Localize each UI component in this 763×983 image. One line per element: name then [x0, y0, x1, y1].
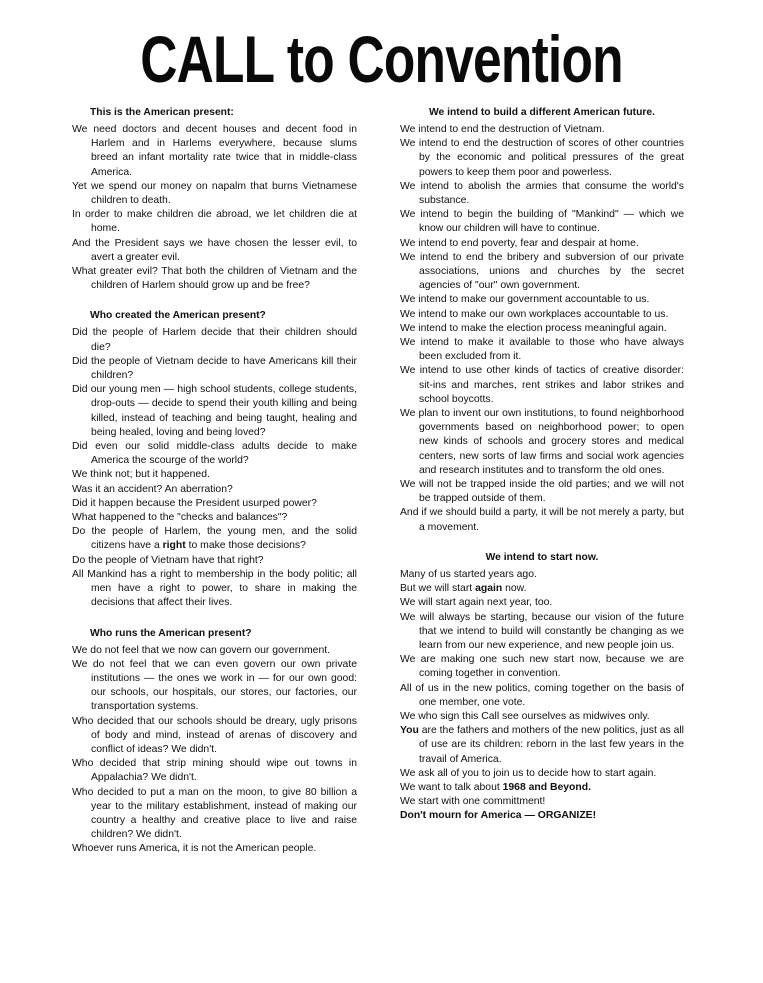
paragraph: All of us in the new politics, coming together on the basis of one member, one vote. — [400, 682, 684, 708]
paragraph: Did the people of Vietnam decide to have Americans kill their children? — [72, 355, 357, 382]
text-run: now. — [502, 583, 527, 595]
text-run: Do the people of Harlem, the young men, and the solid citizens have a — [72, 526, 357, 552]
paragraph: We intend to end poverty, fear and despair at home. — [400, 237, 639, 249]
bold-text: again — [475, 583, 503, 595]
section-gap — [72, 611, 357, 627]
paragraph: Did the people of Harlem decide that their children should die? — [72, 327, 357, 353]
paragraph: We intend to end the destruction of scores of other countries by the economic and political pressures of the great powers to keep them poor and powerless. — [400, 138, 684, 178]
bold-text: right — [162, 540, 186, 552]
paragraph-you — [400, 724, 684, 767]
paragraph: We intend to make it available to those who have always been excluded from it. — [400, 337, 684, 363]
heading-who-runs: Who runs the American present? — [90, 627, 252, 639]
heading-who-created: Who created the American present? — [90, 310, 266, 322]
paragraph: We will always be starting, because our vision of the future that we intend to build will constantly be changing as we learn from our new experience, and new people join us. — [400, 611, 684, 651]
paragraph: And the President says we have chosen the lesser evil, to avert a greater evil. — [72, 237, 357, 263]
paragraph: Was it an accident? An aberration? — [72, 483, 233, 495]
paragraph: We will start again next year, too. — [400, 597, 553, 609]
heading-american-present: This is the American present: — [90, 107, 234, 118]
heading-different-future: We intend to build a different American future. — [429, 107, 655, 118]
closing-slogan — [400, 809, 684, 823]
paragraph: Did our young men — high school students, college students, drop-outs — decide to spend their youth killing and being killed, instead of teaching and being taught, healing and being healed, loving and being loved? — [72, 384, 357, 438]
paragraph: Who decided that our schools should be dreary, ugly prisons of body and mind, instead of arenas of discovery and conflict of ideas? We didn't. — [72, 715, 357, 755]
paragraph: And if we should build a party, it will be not merely a party, but a movement. — [400, 507, 684, 533]
section-gap — [400, 535, 684, 551]
paragraph: All Mankind has a right to membership in the body politic; all men have a right to power, to share in making the decisions that affect their lives. — [72, 568, 357, 609]
left-column — [72, 106, 357, 857]
right-column — [400, 106, 684, 824]
paragraph: We think not; but it happened. — [72, 469, 210, 481]
paragraph: Yet we spend our money on napalm that burns Vietnamese children to death. — [72, 180, 357, 207]
paragraph: We are making one such new start now, because we are coming together in convention. — [400, 654, 684, 680]
paragraph: We do not feel that we now can govern our government. — [72, 644, 330, 656]
paragraph: What happened to the "checks and balances"? — [72, 512, 288, 524]
heading-start-now: We intend to start now. — [485, 551, 599, 563]
paragraph: We intend to begin the building of "Mankind" — which we know our children will have to continue. — [400, 209, 684, 235]
paragraph: We ask all of you to join us to decide how to start again. — [400, 767, 657, 779]
paragraph: Whoever runs America, it is not the American people. — [72, 843, 317, 855]
bold-text: You — [400, 725, 419, 737]
paragraph: Many of us started years ago. — [400, 568, 537, 580]
paragraph: We do not feel that we can even govern our own private institutions — the ones we work in — for our own good: our schools, our hospitals, our stores, our factories, our transportation systems. — [72, 658, 357, 713]
paragraph: We need doctors and decent houses and decent food in Harlem and in Harlems everywhere, because slums breed an infant mortality rate twice that in middle-class America. — [72, 124, 357, 178]
paragraph: Who decided to put a man on the moon, to give 80 billion a year to the military establishment, instead of making our country a healthy and creative place to live and raise children? We didn't. — [72, 786, 357, 841]
paragraph: In order to make children die abroad, we let children die at home. — [72, 209, 357, 235]
paragraph: Did it happen because the President usurped power? — [72, 497, 317, 509]
paragraph: What greater evil? That both the children of Vietnam and the children of Harlem should grow up and be free? — [72, 266, 357, 292]
text-run: are the fathers and mothers of the new politics, just as all of use are its children: reborn in the last few years in the travail of America. — [418, 725, 684, 765]
paragraph: We plan to invent our own institutions, to found neighborhood governments based on neighborhood power; to open new kinds of schools and grocery stores and medical centers, new sorts of law firms and social work agencies and research institutes and to transform the old ones. — [400, 408, 684, 476]
bold-text: Don't mourn for America — ORGANIZE! — [400, 810, 597, 822]
bold-text: 1968 and Beyond. — [502, 781, 591, 793]
paragraph: We intend to end the bribery and subversion of our private associations, unions and churches by the secret agencies of "our" own government. — [400, 251, 684, 292]
paragraph-right — [72, 525, 357, 553]
paragraph: We intend to end the destruction of Vietnam. — [400, 124, 605, 135]
paragraph-1968 — [400, 781, 684, 795]
section-gap — [72, 293, 357, 309]
text-run: to make those decisions? — [185, 540, 306, 552]
text-run: But we will start — [400, 583, 476, 595]
paragraph-again — [400, 582, 684, 596]
paragraph: We intend to make our own workplaces accountable to us. — [400, 308, 669, 320]
paragraph: We start with one committment! — [400, 796, 546, 808]
paragraph: Do the people of Vietnam have that right? — [72, 554, 264, 566]
paragraph: We intend to use other kinds of tactics of creative disorder: sit-ins and marches, rent strikes and labor strikes and school boycotts. — [400, 365, 684, 405]
paragraph: Did even our solid middle-class adults decide to make America the scourge of the world? — [72, 441, 357, 467]
paragraph: We intend to make our government accountable to us. — [400, 294, 650, 306]
paragraph: Who decided that strip mining should wipe out towns in Appalachia? We didn't. — [72, 758, 357, 784]
document-title: CALL to Convention — [140, 22, 623, 96]
paragraph: We intend to abolish the armies that consume the world's substance. — [400, 180, 684, 207]
paragraph: We who sign this Call see ourselves as midwives only. — [400, 710, 650, 722]
paragraph: We will not be trapped inside the old parties; and we will not be trapped outside of them. — [400, 479, 684, 505]
text-run: We want to talk about — [400, 781, 503, 793]
paragraph: We intend to make the election process meaningful again. — [400, 322, 667, 334]
